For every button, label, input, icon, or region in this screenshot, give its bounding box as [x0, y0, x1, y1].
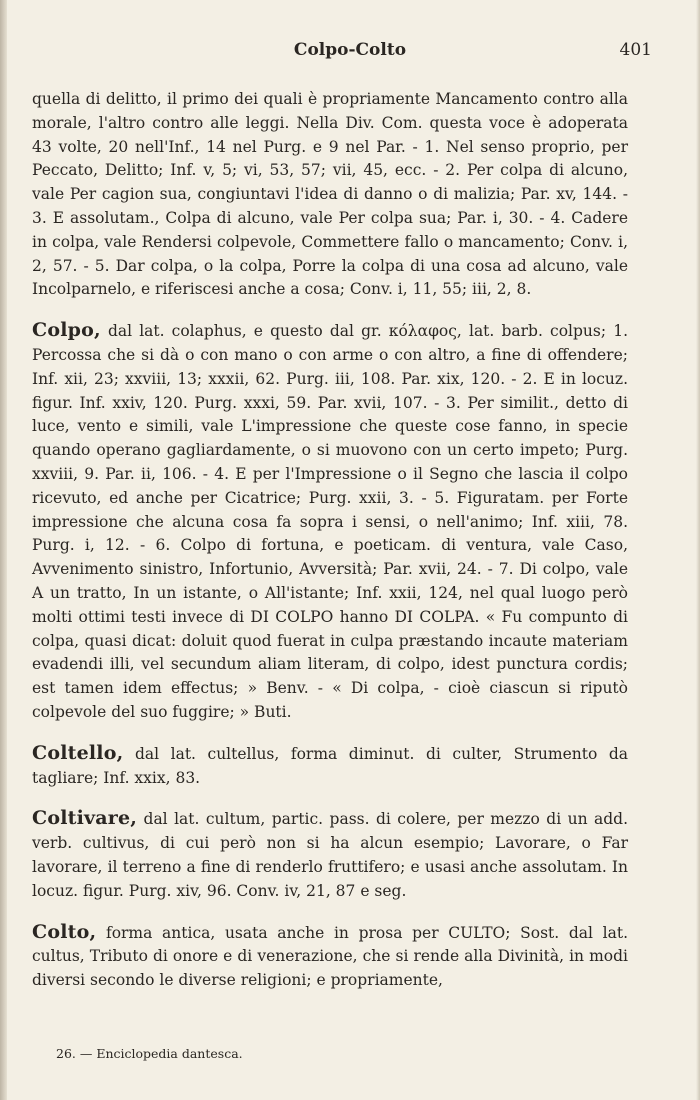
entry-colpo — [32, 319, 628, 725]
page-header — [30, 38, 670, 62]
page-edge-right — [696, 0, 700, 1100]
entry-coltello — [32, 742, 628, 791]
entry-lemma: Coltivare, — [32, 807, 138, 830]
entry-text: dal lat. colaphus, e questo dal gr. κόλαφος, lat. barb. colpus; 1. Percossa che si dà o con mano o con arme o con altro, a fine di offendere; Inf. xii, 23; xxviii, 13; xxxii, 62. Purg. iii, 108. Par. xix, 120. - 2. E in locuz. figur. Inf. xxiv, 120. Purg. xxxi, 59. Par. xvii, 107. - 3. Per similit., detto di luce, vento e simili, vale L'impressione che queste cose fanno, in specie quando operano gagliardamente, o si muovono con un certo impeto; Purg. xxviii, 9. Par. ii, 106. - 4. E per l'Impressione o il Segno che lascia il colpo ricevuto, ed anche per Cicatrice; Purg. xxii, 3. - 5. Figuratam. per Forte impressione che alcuna cosa fa sopra i sensi, o nell'animo; Inf. xiii, 78. Purg. i, 12. - 6. Colpo di fortuna, e poeticam. di ventura, vale Caso, Avvenimento sinistro, Infortunio, Avversità; Par. xvii, 24. - 7. Di colpo, vale A un tratto, In un istante, o All'istante; Inf. xxii, 124, nel qual luogo però molti ottimi testi invece di DI COLPO hanno DI COLPA. « Fu compunto di colpa, quasi dicat: doluit quod fuerat in culpa præstando incaute materiam evadendi illi, vel secundum aliam literam, di colpo, idest punctura cordis; est tamen idem effectus; » Benv. - « Di colpa, - cioè ciascun si riputò colpevole del suo fuggire; » Buti. — [32, 322, 628, 721]
page-number: 401 — [619, 40, 652, 60]
page-spine-shadow — [0, 0, 7, 1100]
entry-colto — [32, 921, 628, 993]
entry-lemma: Colpo, — [32, 319, 101, 342]
entry-text: dal lat. cultellus, forma diminut. di culter, Strumento da tagliare; Inf. xxix, 83. — [32, 744, 628, 787]
entry-text: dal lat. cultum, partic. pass. di colere, per mezzo di un add. verb. cultivus, di cui però non si ha alcun esempio; Lavorare, o Far lavorare, il terreno a fine di renderlo fruttifero; e usasi anche assolutam. In locuz. figur. Purg. xiv, 96. Conv. iv, 21, 87 e seg. — [32, 810, 628, 900]
page-footer-signature: 26. — Enciclopedia dantesca. — [56, 1046, 243, 1061]
entry-coltivare — [32, 807, 628, 903]
entry-lemma: Colto, — [32, 920, 97, 943]
entry-colpa-continued — [32, 88, 628, 302]
entry-text: quella di delitto, il primo dei quali è propriamente Mancamento contro alla morale, l'altro contro alle leggi. Nella Div. Com. questa voce è adoperata 43 volte, 20 nell'Inf., 14 nel Purg. e 9 nel Par. - 1. Nel senso proprio, per Peccato, Delitto; Inf. v, 5; vi, 53, 57; vii, 45, ecc. - 2. Per colpa di alcuno, vale Per cagion sua, congiuntavi l'idea di danno o di malizia; Par. xv, 144. - 3. E assolutam., Colpa di alcuno, vale Per colpa sua; Par. i, 30. - 4. Cadere in colpa, vale Rendersi colpevole, Commettere fallo o mancamento; Conv. i, 2, 57. - 5. Dar colpa, o la colpa, Porre la colpa di una cosa ad alcuno, vale Incolparnelo, e riferiscesi anche a cosa; Conv. i, 11, 55; iii, 2, 8. — [32, 90, 628, 299]
entry-text: forma antica, usata anche in prosa per CULTO; Sost. dal lat. cultus, Tributo di onore e di venerazione, che si rende alla Divinità, in modi diversi secondo le diverse religioni; e propriamente, — [32, 923, 628, 990]
running-head: Colpo-Colto — [293, 40, 407, 60]
page-body — [32, 88, 628, 1010]
entry-lemma: Coltello, — [32, 741, 124, 764]
